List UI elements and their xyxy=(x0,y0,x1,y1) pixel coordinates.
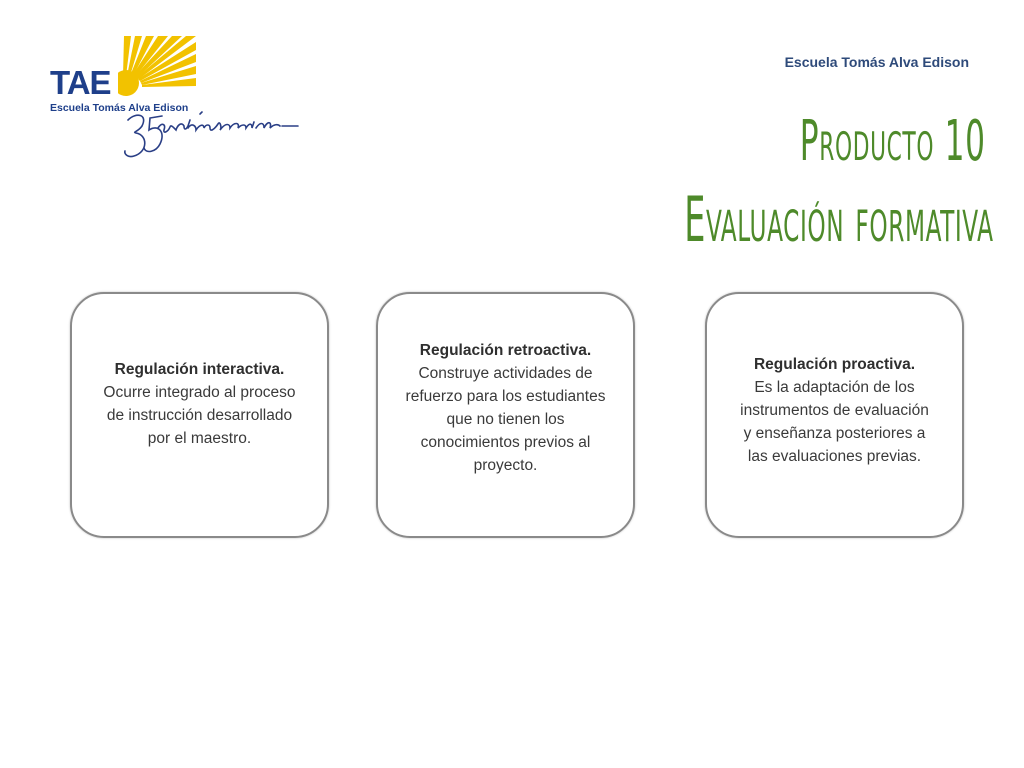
card-body-line: conocimientos previos al xyxy=(420,433,591,451)
card-title: Regulación retroactiva. xyxy=(419,341,592,359)
title-block xyxy=(478,104,994,260)
card-body-line: de instrucción desarrollado xyxy=(106,406,293,424)
card-body-line: Construye actividades de xyxy=(418,364,593,382)
card-body-line: Ocurre integrado al proceso xyxy=(103,383,296,401)
logo-school-name: Escuela Tomás Alva Edison xyxy=(50,102,189,114)
card-body-line: las evaluaciones previas. xyxy=(747,448,922,465)
card-body-line: Es la adaptación de los xyxy=(754,379,915,396)
logo-abbreviation: TAE xyxy=(50,64,111,101)
header-school-name: Escuela Tomás Alva Edison xyxy=(784,54,969,70)
card-title: Regulación proactiva. xyxy=(753,356,916,373)
card-body-line: por el maestro. xyxy=(147,429,252,447)
anniversary-signature xyxy=(122,106,312,164)
card-body-line: que no tienen los xyxy=(446,410,565,428)
card-body-line: y enseñanza posteriores a xyxy=(743,425,926,442)
card-title: Regulación interactiva. xyxy=(114,360,285,378)
page-subtitle: Evaluación formativa xyxy=(684,183,994,256)
school-logo xyxy=(46,36,306,164)
card-regulacion-retroactiva xyxy=(376,292,635,538)
card-regulacion-proactiva xyxy=(705,292,964,538)
sun-rays-icon xyxy=(118,36,198,98)
card-body-line: refuerzo para los estudiantes xyxy=(405,387,606,405)
card-body-line: instrumentos de evaluación xyxy=(740,402,929,419)
page-title: Producto 10 xyxy=(800,109,986,174)
card-body-line: proyecto. xyxy=(473,456,538,474)
card-regulacion-interactiva xyxy=(70,292,329,538)
